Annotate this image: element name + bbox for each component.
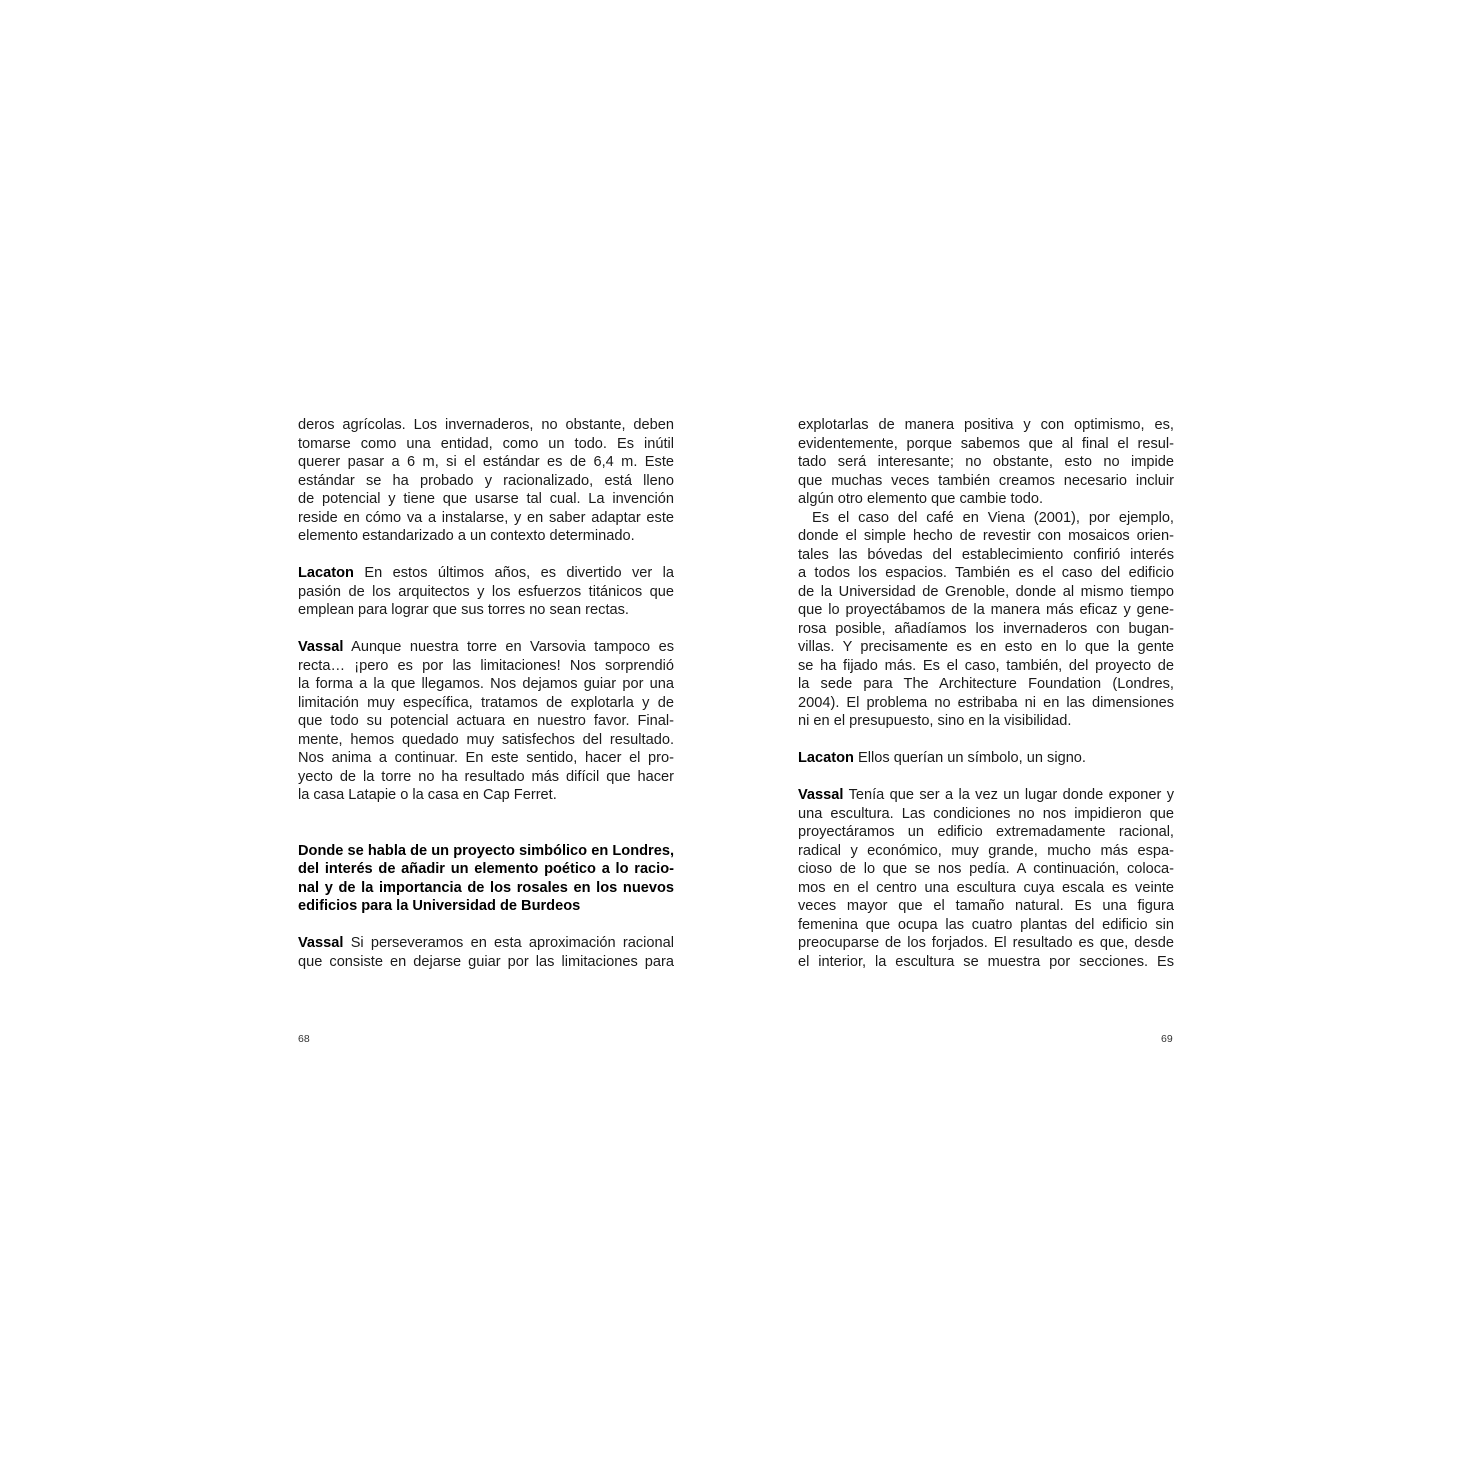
- text-line: tales las bóvedas del establecimiento confirió interés: [798, 546, 1174, 563]
- text-line: Es el caso del café en Viena (2001), por ejemplo,: [812, 509, 1174, 526]
- text-line: radical y económico, muy grande, mucho más espa-: [798, 842, 1174, 859]
- speaker-name: Vassal: [298, 935, 344, 951]
- text-line: [798, 749, 1174, 768]
- text-line: emplean para lograr que sus torres no sean rectas.: [298, 602, 629, 618]
- text-line: 2004). El problema no estribaba ni en las dimensiones: [798, 694, 1174, 711]
- text-line: la sede para The Architecture Foundation (Londres,: [798, 676, 1174, 692]
- text-line: que lo proyectábamos de la manera más eficaz y gene-: [798, 602, 1174, 618]
- right-paragraph-lacaton: [798, 749, 1174, 768]
- heading-line: edificios para la Universidad de Burdeos: [298, 898, 581, 914]
- heading-line: nal y de la importancia de los rosales en los nuevos: [298, 879, 674, 896]
- text-run: Aunque nuestra torre en Varsovia tampoco es: [351, 639, 674, 655]
- section-heading: [298, 842, 674, 916]
- speaker-name: Lacaton: [298, 565, 354, 581]
- text-line: de potencial y tiene que usarse tal cual. La invención: [298, 491, 674, 507]
- text-line: querer pasar a 6 m, si el estándar es de 6,4 m. Este: [298, 454, 674, 470]
- text-line: reside en cómo va a instalarse, y en saber adaptar este: [298, 509, 674, 526]
- speaker-name: Vassal: [298, 639, 344, 655]
- text-line: a todos los espacios. También es el caso del edificio: [798, 565, 1174, 581]
- text-line: mente, hemos quedado muy satisfechos del resultado.: [298, 731, 674, 748]
- right-page: [798, 416, 1174, 971]
- page-number-left: 68: [298, 1033, 310, 1045]
- text-line: femenina que ocupa las cuatro plantas del edificio sin: [798, 916, 1174, 933]
- text-run: Si perseveramos en esta aproximación racional: [350, 935, 674, 951]
- text-line: la forma a la que llegamos. Nos dejamos guiar por una: [298, 676, 674, 692]
- heading-line: Donde se habla de un proyecto simbólico en Londres,: [298, 842, 674, 859]
- text-run: En estos últimos años, es divertido ver la: [364, 565, 674, 581]
- text-line: recta… ¡pero es por las limitaciones! Nos sorprendió: [298, 657, 674, 674]
- text-line: el interior, la escultura se muestra por secciones. Es: [798, 953, 1174, 970]
- text-line: explotarlas de manera positiva y con optimismo, es,: [798, 417, 1174, 433]
- text-line: yecto de la torre no ha resultado más difícil que hacer: [298, 768, 674, 785]
- text-line: que consiste en dejarse guiar por las limitaciones para: [298, 953, 674, 970]
- text-line: villas. Y precisamente es en esto en lo que la gente: [798, 639, 1174, 655]
- left-paragraph-vassal-2: [298, 934, 674, 971]
- text-line: ni en el presupuesto, sino en la visibilidad.: [798, 713, 1072, 729]
- text-line: de la Universidad de Grenoble, donde al mismo tiempo: [798, 583, 1174, 600]
- right-paragraph-1: [798, 416, 1174, 509]
- right-paragraph-2: [798, 509, 1174, 731]
- text-line: tado será interesante; no obstante, esto no impide: [798, 454, 1174, 470]
- text-line: estándar se ha probado y racionalizado, está lleno: [298, 472, 674, 489]
- text-line: deros agrícolas. Los invernaderos, no obstante, deben: [298, 417, 674, 433]
- page-number-right: 69: [1161, 1033, 1173, 1045]
- heading-line: del interés de añadir un elemento poético a lo racio-: [298, 861, 674, 877]
- text-line: pasión de los arquitectos y los esfuerzos titánicos que: [298, 583, 674, 600]
- text-line: una escultura. Las condiciones no nos impidieron que: [798, 805, 1174, 822]
- text-line: [298, 564, 674, 583]
- speaker-name: Vassal: [798, 787, 844, 803]
- speaker-name: Lacaton: [798, 750, 854, 766]
- text-line: [798, 786, 1174, 805]
- text-line: donde el simple hecho de revestir con mosaicos orien-: [798, 528, 1174, 544]
- left-page: [298, 416, 674, 971]
- text-run: Tenía que ser a la vez un lugar donde exponer y: [848, 787, 1174, 803]
- left-paragraph-lacaton: [298, 564, 674, 620]
- text-line: que todo su potencial actuara en nuestro favor. Final-: [298, 713, 674, 729]
- text-line: la casa Latapie o la casa en Cap Ferret.: [298, 787, 557, 803]
- text-line: Nos anima a continuar. En este sentido, hacer el pro-: [298, 750, 674, 766]
- right-paragraph-vassal: [798, 786, 1174, 971]
- text-line: [298, 934, 674, 953]
- text-line: mos en el centro una escultura cuya escala es veinte: [798, 879, 1174, 896]
- text-line: elemento estandarizado a un contexto determinado.: [298, 528, 635, 544]
- left-paragraph-vassal: [298, 638, 674, 805]
- text-line: veces mayor que el tamaño natural. Es una figura: [798, 898, 1174, 914]
- text-line: preocuparse de los forjados. El resultado es que, desde: [798, 935, 1174, 951]
- text-line: evidentemente, porque sabemos que al final el resul-: [798, 435, 1174, 452]
- text-line: algún otro elemento que cambie todo.: [798, 491, 1044, 507]
- text-line: que muchas veces también creamos necesario incluir: [798, 472, 1174, 489]
- text-run: Ellos querían un símbolo, un signo.: [858, 750, 1086, 766]
- text-line: tomarse como una entidad, como un todo. Es inútil: [298, 435, 674, 452]
- text-line: proyectáramos un edificio extremadamente racional,: [798, 824, 1174, 840]
- text-line: [298, 638, 674, 657]
- text-line: limitación muy específica, tratamos de explotarla y de: [298, 694, 674, 711]
- text-line: rosa posible, añadíamos los invernaderos con bugan-: [798, 620, 1174, 637]
- text-line: se ha fijado más. Es el caso, también, del proyecto de: [798, 657, 1174, 674]
- text-line: cioso de lo que se nos pedía. A continuación, coloca-: [798, 861, 1174, 877]
- left-paragraph-1: [298, 416, 674, 546]
